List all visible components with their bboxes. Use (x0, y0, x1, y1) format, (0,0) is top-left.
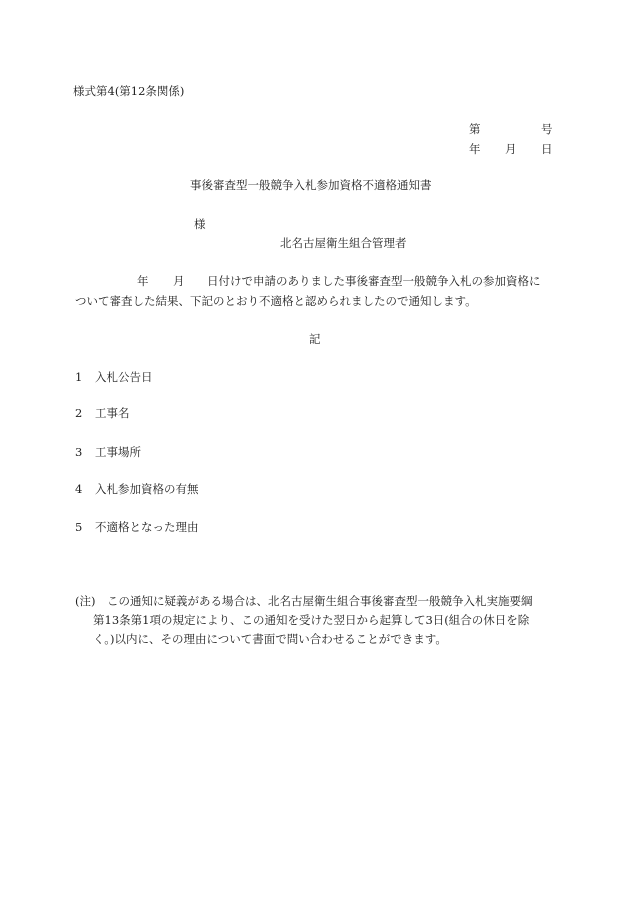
list-item-number: 5 (75, 520, 83, 534)
list-item-label: 入札参加資格の有無 (95, 482, 199, 496)
list-item-label: 入札公告日 (95, 370, 153, 384)
list-item (75, 408, 130, 420)
note-line-3: く。)以内に、その理由について書面で問い合わせることができます。 (93, 632, 447, 646)
issuer-name: 北名古屋衛生組合管理者 (280, 236, 407, 250)
form-number-label: 様式第4(第12条関係) (73, 84, 185, 98)
reference-number-suffix: 号 (541, 122, 553, 136)
document-title: 事後審査型一般競争入札参加資格不適格通知書 (190, 178, 432, 192)
note-line-1: (注) この通知に疑義がある場合は、北名古屋衛生組合事後審査型一般競争入札実施要綱 (75, 594, 533, 608)
date-month-label: 月 (505, 142, 517, 156)
list-item (75, 372, 153, 384)
date-day-label: 日 (541, 142, 553, 156)
ki-heading: 記 (309, 332, 321, 346)
list-item-number: 2 (75, 406, 83, 420)
body-year-label: 年 (137, 274, 149, 288)
list-item-number: 4 (75, 482, 83, 496)
list-item (75, 447, 141, 459)
list-item-label: 工事名 (95, 406, 130, 420)
body-month-label: 月 (173, 274, 185, 288)
list-item-label: 工事場所 (95, 445, 141, 459)
date-year-label: 年 (469, 142, 481, 156)
reference-number-prefix: 第 (469, 122, 481, 136)
body-text-line-2: ついて審査した結果、下記のとおり不適格と認められましたので通知します。 (75, 294, 477, 308)
note-line-2: 第13条第1項の規定により、この通知を受けた翌日から起算して3日(組合の休日を除 (93, 613, 530, 627)
list-item-number: 1 (75, 370, 83, 384)
list-item-label: 不適格となった理由 (95, 520, 199, 534)
body-text-line-1: 日付けで申請のありました事後審査型一般競争入札の参加資格に (207, 274, 541, 288)
list-item-number: 3 (75, 445, 83, 459)
list-item (75, 484, 199, 496)
recipient-honorific: 様 (194, 217, 206, 231)
list-item (75, 522, 199, 534)
